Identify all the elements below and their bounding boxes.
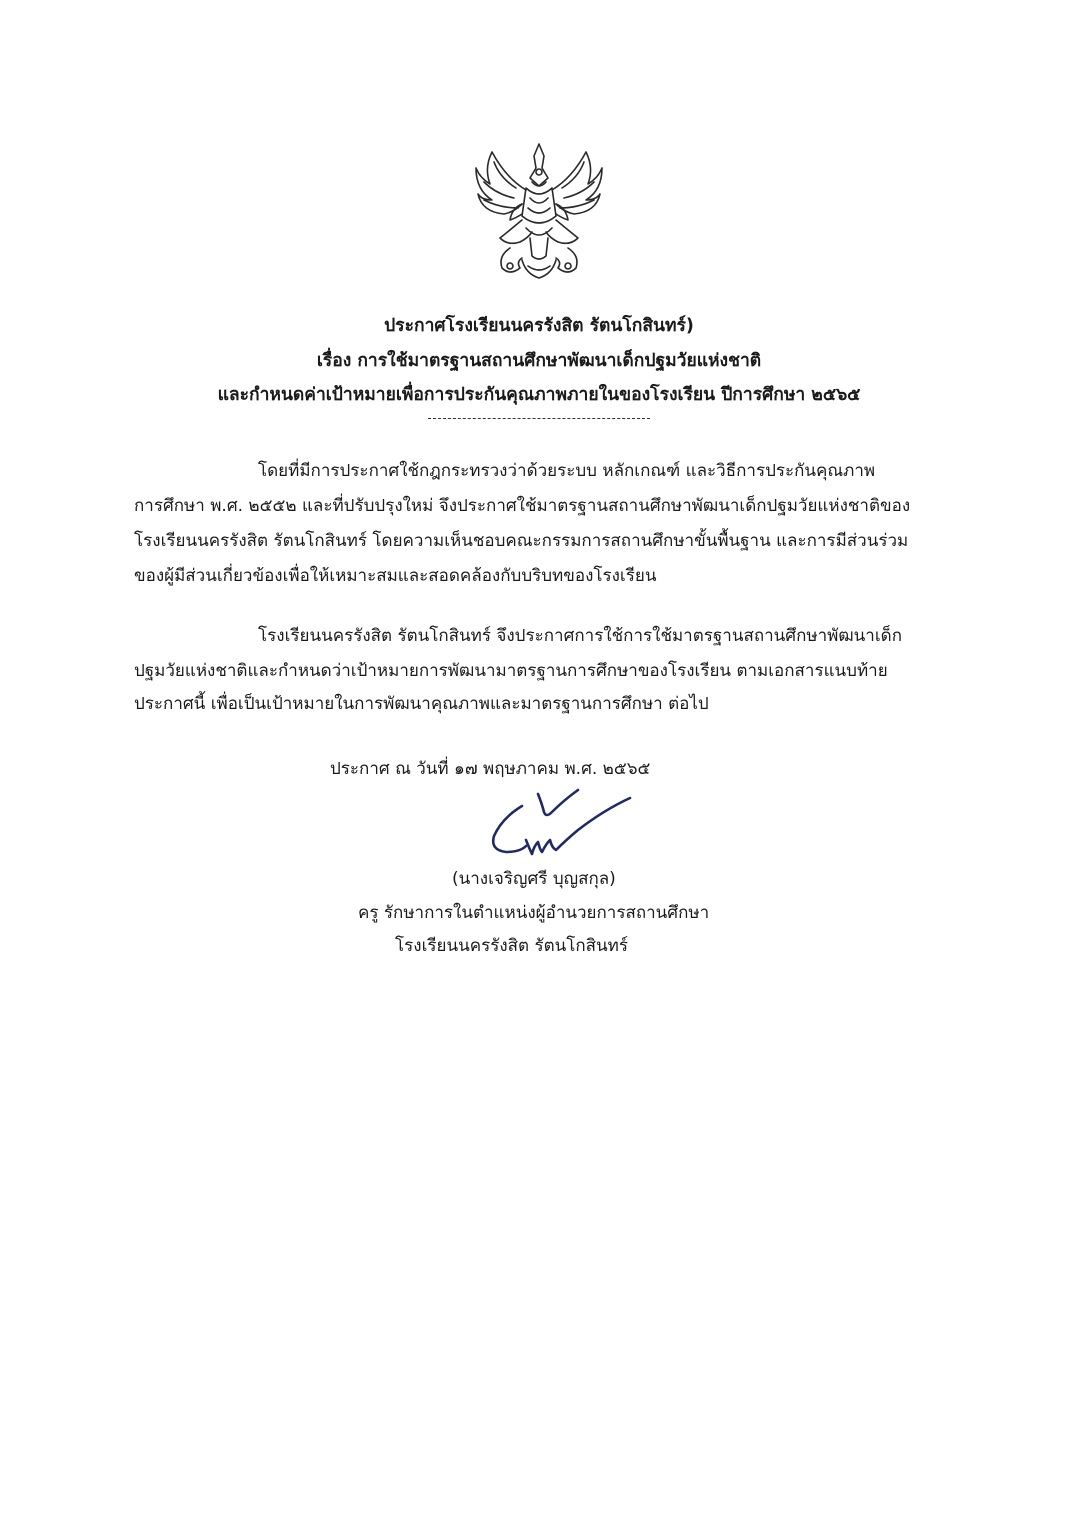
paragraph1-line3: โรงเรียนนครรังสิต รัตนโกสินทร์ โดยความเห็นชอบคณะกรรมการสถานศึกษาขั้นพื้นฐาน และการมีส่วนร่วม: [134, 531, 909, 551]
paragraph2-line1: โรงเรียนนครรังสิต รัตนโกสินทร์ จึงประกาศการใช้การใช้มาตรฐานสถานศึกษาพัฒนาเด็ก: [258, 626, 902, 646]
handwritten-signature: [480, 784, 650, 866]
paragraph2-line2: ปฐมวัยแห่งชาติและกำหนดว่าเป้าหมายการพัฒนามาตรฐานการศึกษาของโรงเรียน ตามเอกสารแนบท้าย: [134, 661, 888, 681]
paragraph1-line2: การศึกษา พ.ศ. ๒๕๕๒ และที่ปรับปรุงใหม่ จึงประกาศใช้มาตรฐานสถานศึกษาพัฒนาเด็กปฐมวัยแห่งชาติของ: [134, 496, 911, 516]
signatory-school: โรงเรียนนครรังสิต รัตนโกสินทร์: [395, 936, 629, 956]
signatory-name: (นางเจริญศรี บุญสกุล): [452, 869, 616, 889]
paragraph1-line1: โดยที่มีการประกาศใช้กฎกระทรวงว่าด้วยระบบ หลักเกณฑ์ และวิธีการประกันคุณภาพ: [258, 461, 876, 481]
announcement-subject: เรื่อง การใช้มาตรฐานสถานศึกษาพัฒนาเด็กปฐมวัยแห่งชาติ: [316, 351, 762, 371]
announcement-date: ประกาศ ณ วันที่ ๑๗ พฤษภาคม พ.ศ. ๒๕๖๕: [330, 759, 651, 779]
announcement-subject-continued: และกำหนดค่าเป้าหมายเพื่อการประกันคุณภาพภายในของโรงเรียน ปีการศึกษา ๒๕๖๕: [217, 385, 861, 405]
garuda-emblem-icon: [470, 138, 608, 284]
announcement-title: ประกาศโรงเรียนนครรังสิต รัตนโกสินทร์): [384, 316, 694, 336]
paragraph1-line4: ของผู้มีส่วนเกี่ยวข้องเพื่อให้เหมาะสมและสอดคล้องกับบริบทของโรงเรียน: [134, 566, 657, 586]
signatory-position: ครู รักษาการในตำแหน่งผู้อำนวยการสถานศึกษา: [358, 903, 710, 923]
paragraph2-line3: ประกาศนี้ เพื่อเป็นเป้าหมายในการพัฒนาคุณภาพและมาตรฐานการศึกษา ต่อไป: [134, 694, 709, 714]
heading-divider: [428, 418, 650, 419]
